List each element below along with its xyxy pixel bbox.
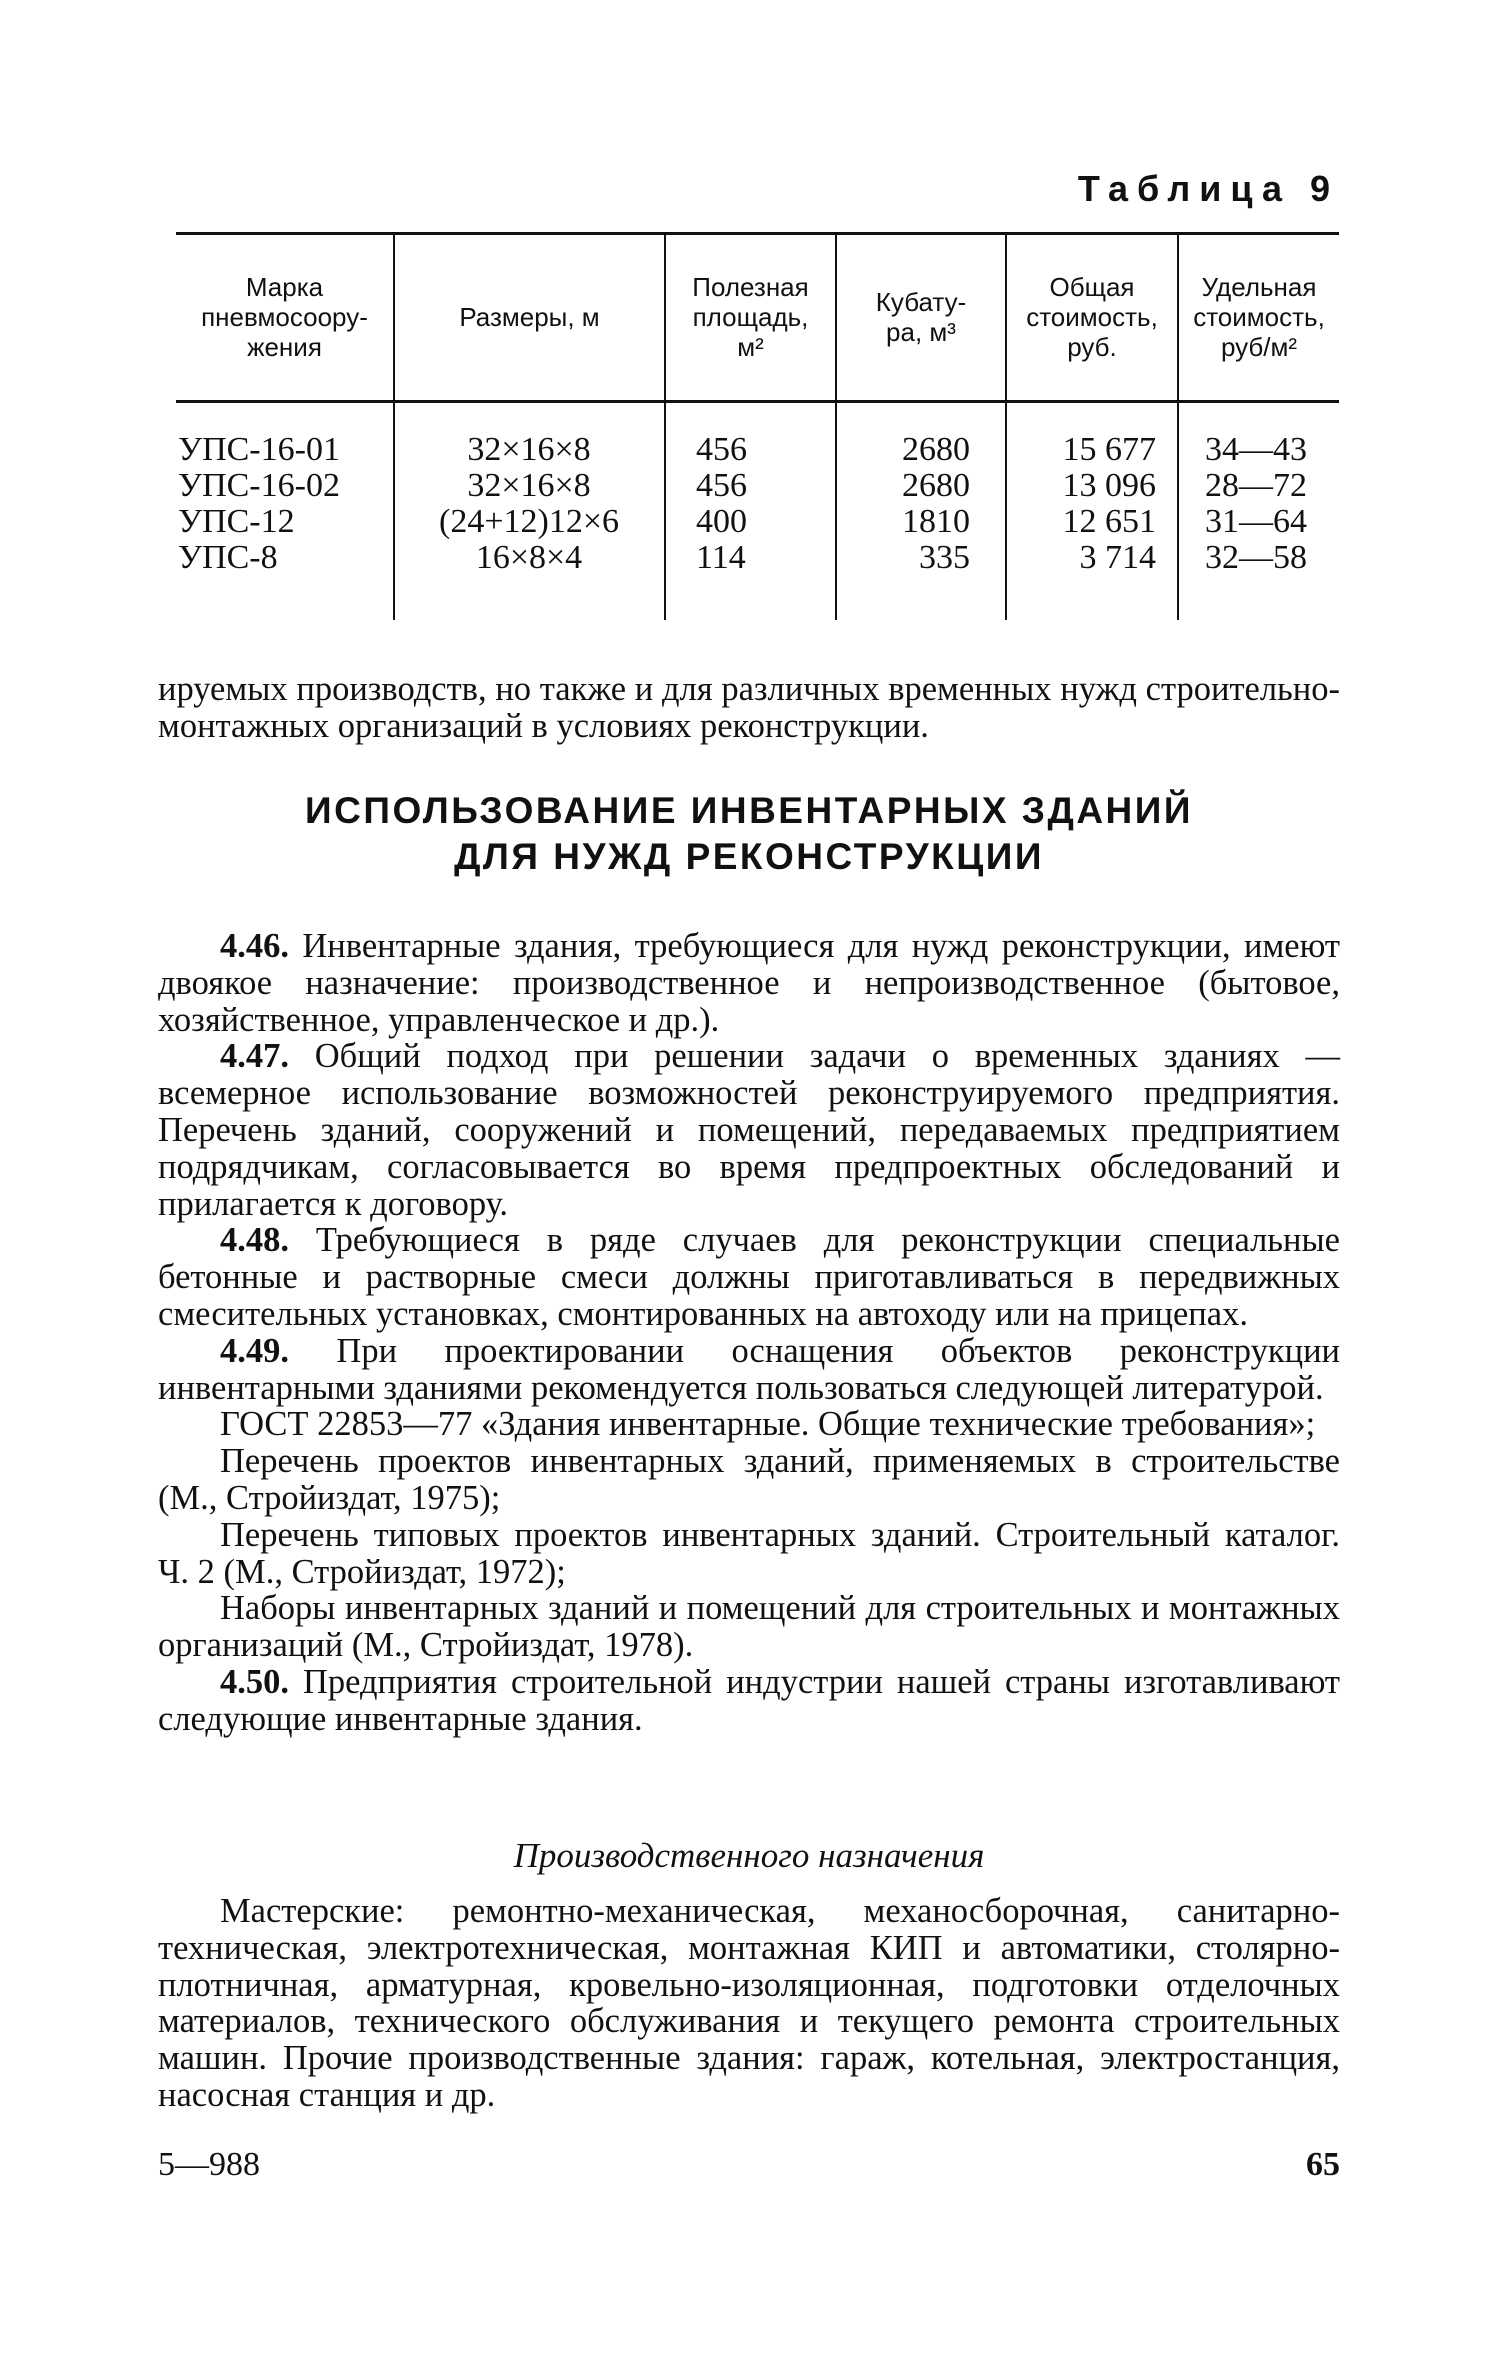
- data-table: [176, 232, 1339, 620]
- reference-item: ГОСТ 22853—77 «Здания инвентарные. Общие технические требования»;: [220, 1405, 1316, 1444]
- page-number: 65: [1306, 2146, 1340, 2183]
- paragraph-4-50: [158, 1664, 1340, 1738]
- reference-item: Наборы инвентарных зданий и помещений для строительных и монтажных организаций (М., Стройиздат, 1978).: [158, 1589, 1340, 1665]
- workshops-paragraph: [158, 1893, 1340, 2114]
- reference-item: Перечень типовых проектов инвентарных зданий. Строительный каталог. Ч. 2 (М., Стройиздат, 1972);: [158, 1515, 1340, 1591]
- paragraph-4-46: [158, 928, 1340, 1038]
- workshops-text: Мастерские: ремонтно-механическая, механосборочная, санитарно-техническая, электротехническая, монтажная КИП и автоматики, столярно-плотничная, арматурная, кровельно-изоляционная, подготовки отделочных материалов, технического обслуживания и текущего ремонта строительных машин. Прочие производственные здания: гараж, котельная, электростанция, насосная станция и др.: [158, 1892, 1340, 2114]
- table-column-volume: 2680 2680 1810 335: [902, 431, 970, 576]
- paragraph-text: При проектировании оснащения объектов реконструкции инвентарными зданиями рекомендуется пользоваться следующей литературой.: [158, 1331, 1340, 1407]
- table-column-area: 456 456 400 114: [696, 431, 747, 576]
- table-column-size: 32×16×8 32×16×8 (24+12)12×6 16×8×4: [439, 431, 619, 576]
- paragraph-number: 4.48.: [220, 1221, 289, 1260]
- table-header-cell: Марка пневмосоору- жения: [201, 272, 368, 362]
- section-heading: [158, 788, 1340, 880]
- reference-item: Перечень проектов инвентарных зданий, применяемых в строительстве (М., Стройиздат, 1975);: [158, 1442, 1340, 1517]
- paragraph-text: Предприятия строительной индустрии нашей страны изготавливают следующие инвентарные здания.: [158, 1662, 1340, 1738]
- table-header-cell: Размеры, м: [459, 302, 600, 332]
- intro-text: ируемых производств, но также и для различных временных нужд строительно-монтажных организаций в условиях реконструкции.: [158, 670, 1340, 745]
- paragraph-4-47: [158, 1038, 1340, 1222]
- table-caption: Таблица 9: [1077, 168, 1339, 209]
- table-header-cell: Кубату- ра, м³: [875, 287, 967, 347]
- paragraph-number: 4.46.: [220, 927, 289, 965]
- table-top-rule: [176, 232, 1339, 235]
- paragraph-4-48: [158, 1222, 1340, 1332]
- section-heading-line: ИСПОЛЬЗОВАНИЕ ИНВЕНТАРНЫХ ЗДАНИЙ: [305, 790, 1193, 831]
- table-column-cost: 15 677 13 096 12 651 3 714: [1062, 431, 1156, 576]
- section-heading-line: ДЛЯ НУЖД РЕКОНСТРУКЦИИ: [454, 836, 1044, 877]
- subsection-heading: Производственного назначения: [513, 1836, 985, 1875]
- table-column-unit-cost: 34—43 28—72 31—64 32—58: [1205, 431, 1307, 576]
- paragraph-text: Инвентарные здания, требующиеся для нужд реконструкции, имеют двоякое назначение: производственное и непроизводственное (бытовое, хозяйственное, управленческое и др.).: [158, 927, 1340, 1039]
- table-header-rule: [176, 400, 1339, 403]
- table-header-cell: Полезная площадь, м²: [692, 272, 809, 362]
- intro-paragraph: [158, 671, 1340, 745]
- table-header-cell: Общая стоимость, руб.: [1026, 272, 1158, 362]
- paragraph-number: 4.49.: [220, 1331, 289, 1370]
- footer-signature: 5—988: [158, 2146, 260, 2183]
- paragraph-number: 4.50.: [220, 1662, 289, 1701]
- table-column-mark: УПС-16-01 УПС-16-02 УПС-12 УПС-8: [178, 431, 340, 576]
- paragraph-text: Требующиеся в ряде случаев для реконструкции специальные бетонные и растворные смеси должны приготавливаться в передвижных смесительных установках, смонтированных на автоходу или на прицепах.: [158, 1221, 1340, 1333]
- table-header-cell: Удельная стоимость, руб/м²: [1193, 272, 1325, 362]
- paragraph-number: 4.47.: [220, 1037, 289, 1076]
- paragraph-text: Общий подход при решении задачи о временных зданиях — всемерное использование возможностей реконструируемого предприятия. Перечень зданий, сооружений и помещений, передаваемых предприятием подрядчикам, согласовывается во время предпроектных обследований и прилагается к договору.: [158, 1037, 1340, 1223]
- paragraph-4-49: [158, 1333, 1340, 1407]
- body-text: [158, 928, 1340, 1738]
